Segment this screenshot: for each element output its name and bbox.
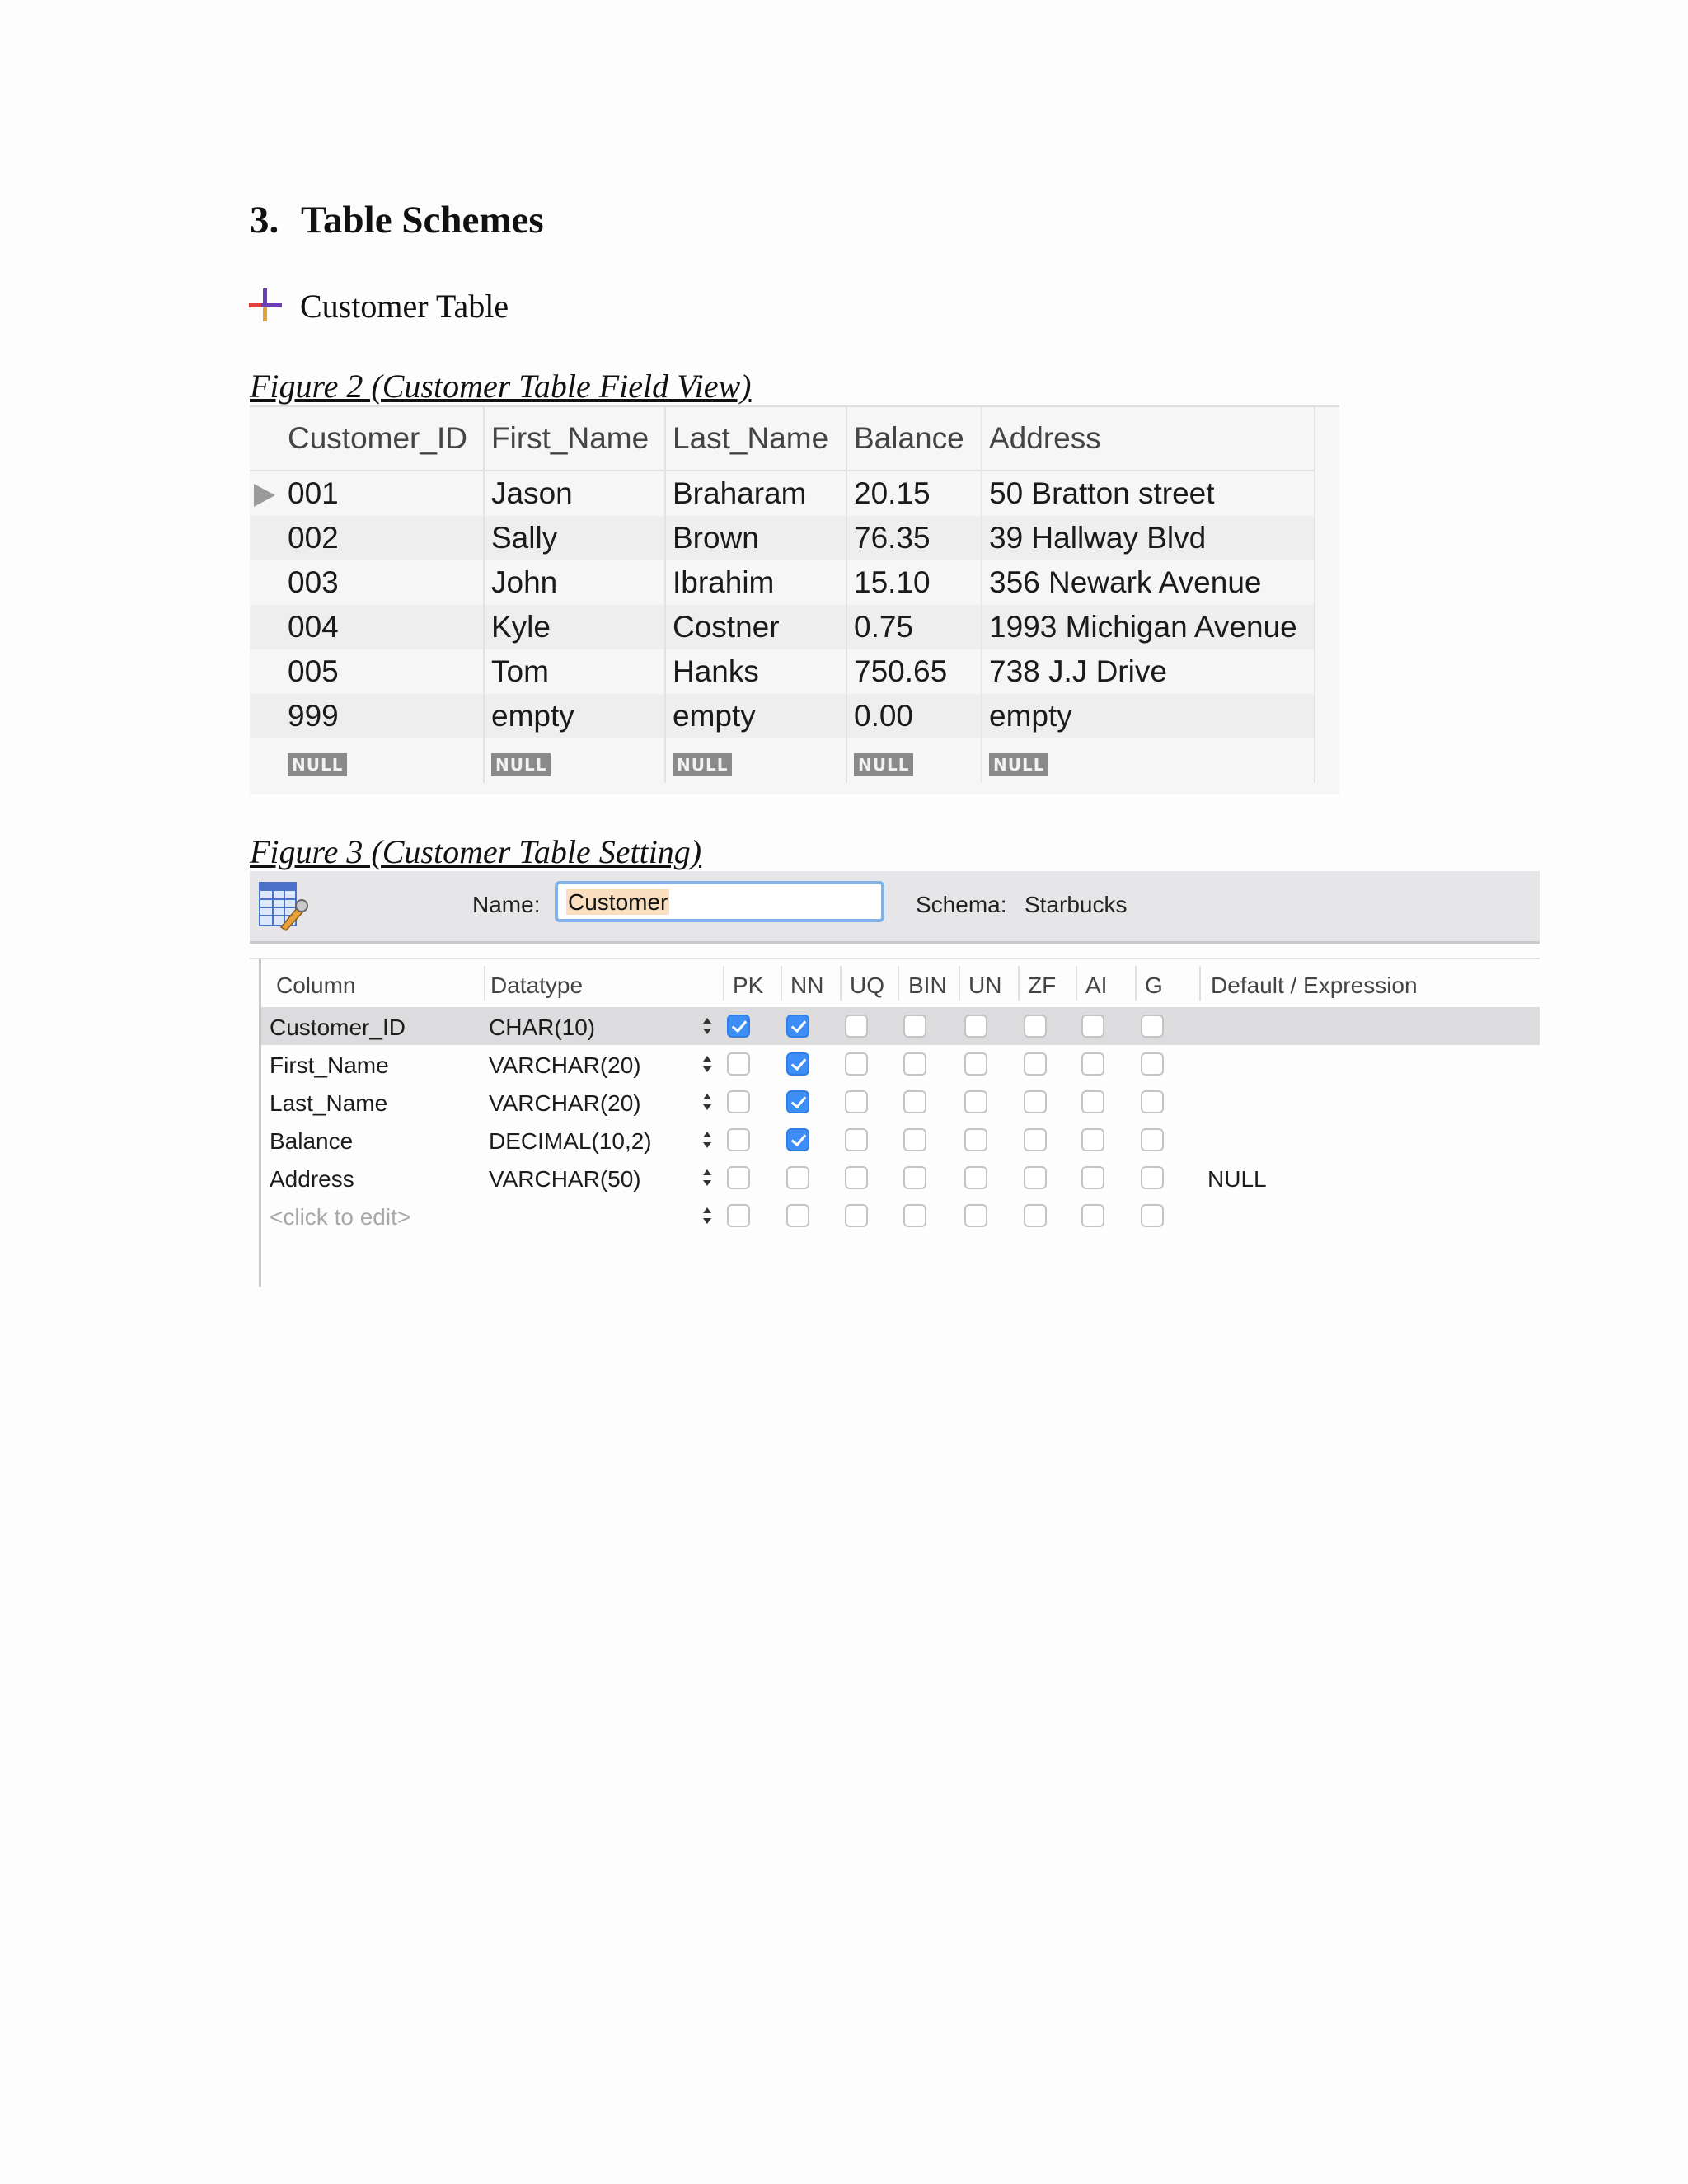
table-name-value: Customer <box>568 889 668 915</box>
grid-cell[interactable]: Sally <box>484 516 665 560</box>
bullet-item-text: Customer Table <box>300 288 509 325</box>
null-cell[interactable] <box>665 738 846 783</box>
row-marker <box>250 694 281 738</box>
grid-cell[interactable]: 999 <box>281 694 484 738</box>
column-name[interactable]: Customer_ID <box>270 1015 406 1040</box>
grid-cell[interactable]: Costner <box>665 605 846 649</box>
column-name[interactable]: <click to edit> <box>270 1204 411 1230</box>
flag-checkbox-nn[interactable] <box>786 1052 809 1076</box>
column-datatype[interactable]: VARCHAR(50) <box>489 1166 641 1192</box>
column-header[interactable]: NN <box>790 972 824 998</box>
customer-field-view-grid <box>250 405 1339 794</box>
flag-checkbox-zf[interactable] <box>1024 1090 1047 1113</box>
grid-cell[interactable]: Brown <box>665 516 846 560</box>
column-header[interactable]: AI <box>1085 972 1108 998</box>
column-datatype[interactable]: DECIMAL(10,2) <box>489 1128 652 1154</box>
flag-checkbox-g[interactable] <box>1141 1015 1164 1038</box>
flag-checkbox-pk[interactable] <box>727 1128 750 1151</box>
grid-cell[interactable]: Ibrahim <box>665 560 846 605</box>
flag-checkbox-zf[interactable] <box>1024 1052 1047 1076</box>
flag-checkbox-uq[interactable] <box>845 1128 868 1151</box>
row-marker <box>250 471 281 516</box>
flag-checkbox-g[interactable] <box>1141 1166 1164 1189</box>
null-cell[interactable] <box>982 738 1315 783</box>
datatype-stepper-icon[interactable] <box>701 1165 714 1190</box>
grid-cell[interactable]: 15.10 <box>846 560 982 605</box>
flag-checkbox-uq[interactable] <box>845 1015 868 1038</box>
flag-checkbox-nn[interactable] <box>786 1090 809 1113</box>
flag-checkbox-un[interactable] <box>964 1166 987 1189</box>
flag-checkbox-ai[interactable] <box>1081 1090 1104 1113</box>
column-datatype[interactable]: CHAR(10) <box>489 1015 596 1040</box>
grid-column-header[interactable]: Customer_ID <box>281 407 484 471</box>
table-row[interactable] <box>250 605 1315 649</box>
column-header[interactable]: UQ <box>850 972 884 998</box>
section-number: 3. <box>250 199 279 241</box>
row-marker <box>250 516 281 560</box>
datatype-stepper-icon[interactable] <box>701 1127 714 1152</box>
grid-cell[interactable]: Braharam <box>665 471 846 516</box>
section-title: Table Schemes <box>301 199 544 241</box>
grid-cell[interactable]: 004 <box>281 605 484 649</box>
grid-column-header[interactable]: First_Name <box>484 407 665 471</box>
flag-checkbox-bin[interactable] <box>903 1015 926 1038</box>
grid-cell[interactable]: 001 <box>281 471 484 516</box>
grid-cell[interactable]: 738 J.J Drive <box>982 649 1315 694</box>
column-name[interactable]: Balance <box>270 1128 354 1154</box>
table-row[interactable] <box>250 471 1315 516</box>
table-editor-header <box>250 871 1540 944</box>
column-name[interactable]: Last_Name <box>270 1090 388 1116</box>
name-label: Name: <box>472 892 541 917</box>
datatype-stepper-icon[interactable] <box>701 1203 714 1228</box>
customer-data-table <box>250 407 1315 783</box>
grid-cell[interactable]: 356 Newark Avenue <box>982 560 1315 605</box>
section-heading <box>250 198 544 242</box>
column-default[interactable]: NULL <box>1207 1166 1267 1192</box>
flag-checkbox-uq[interactable] <box>845 1166 868 1189</box>
grid-cell[interactable]: John <box>484 560 665 605</box>
flag-checkbox-nn[interactable] <box>786 1128 809 1151</box>
flag-checkbox-zf[interactable] <box>1024 1128 1047 1151</box>
grid-cell[interactable]: 50 Bratton street <box>982 471 1315 516</box>
grid-cell[interactable]: 20.15 <box>846 471 982 516</box>
flag-checkbox-ai[interactable] <box>1081 1166 1104 1189</box>
flag-checkbox-g[interactable] <box>1141 1052 1164 1076</box>
null-cell[interactable] <box>846 738 982 783</box>
grid-cell[interactable]: empty <box>484 694 665 738</box>
flag-checkbox-uq[interactable] <box>845 1052 868 1076</box>
grid-column-header[interactable]: Balance <box>846 407 982 471</box>
grid-cell[interactable]: 0.75 <box>846 605 982 649</box>
table-row[interactable] <box>250 694 1315 738</box>
column-header[interactable]: UN <box>968 972 1002 998</box>
grid-cell[interactable]: 39 Hallway Blvd <box>982 516 1315 560</box>
table-row[interactable] <box>250 649 1315 694</box>
null-badge: NULL <box>288 753 347 776</box>
row-marker <box>250 560 281 605</box>
flag-checkbox-bin[interactable] <box>903 1128 926 1151</box>
flag-checkbox-un[interactable] <box>964 1204 987 1227</box>
grid-cell[interactable]: Hanks <box>665 649 846 694</box>
figure-3-caption: Figure 3 (Customer Table Setting) <box>250 833 702 870</box>
grid-cell[interactable]: 0.00 <box>846 694 982 738</box>
flag-checkbox-g[interactable] <box>1141 1128 1164 1151</box>
flag-checkbox-bin[interactable] <box>903 1052 926 1076</box>
grid-cell[interactable]: empty <box>665 694 846 738</box>
flag-checkbox-nn[interactable] <box>786 1166 809 1189</box>
flag-checkbox-pk[interactable] <box>727 1090 750 1113</box>
grid-cell[interactable]: Kyle <box>484 605 665 649</box>
column-row[interactable] <box>261 1083 1540 1121</box>
new-row[interactable] <box>250 738 1315 783</box>
column-row[interactable] <box>261 1045 1540 1083</box>
grid-cell[interactable]: 002 <box>281 516 484 560</box>
flag-checkbox-bin[interactable] <box>903 1204 926 1227</box>
column-datatype[interactable]: VARCHAR(20) <box>489 1052 641 1078</box>
new-column-row[interactable] <box>261 1197 1540 1235</box>
flag-checkbox-pk[interactable] <box>727 1052 750 1076</box>
null-badge: NULL <box>491 753 551 776</box>
flag-checkbox-ai[interactable] <box>1081 1204 1104 1227</box>
flag-checkbox-bin[interactable] <box>903 1090 926 1113</box>
column-datatype[interactable]: VARCHAR(20) <box>489 1090 641 1116</box>
column-name[interactable]: First_Name <box>270 1052 389 1078</box>
flag-checkbox-ai[interactable] <box>1081 1015 1104 1038</box>
grid-cell[interactable]: 005 <box>281 649 484 694</box>
flag-checkbox-nn[interactable] <box>786 1015 809 1038</box>
flag-checkbox-zf[interactable] <box>1024 1166 1047 1189</box>
null-badge: NULL <box>989 753 1048 776</box>
flag-checkbox-nn[interactable] <box>786 1204 809 1227</box>
flag-checkbox-uq[interactable] <box>845 1204 868 1227</box>
flag-checkbox-pk[interactable] <box>727 1204 750 1227</box>
flag-checkbox-un[interactable] <box>964 1090 987 1113</box>
column-row[interactable] <box>261 1121 1540 1159</box>
null-badge: NULL <box>854 753 913 776</box>
schema-label: Schema: <box>916 892 1007 917</box>
column-header[interactable]: BIN <box>908 972 947 998</box>
flag-checkbox-un[interactable] <box>964 1015 987 1038</box>
column-grid-header <box>261 959 1540 1009</box>
row-marker <box>250 605 281 649</box>
datatype-stepper-icon[interactable] <box>701 1052 714 1076</box>
flag-checkbox-un[interactable] <box>964 1128 987 1151</box>
flag-checkbox-zf[interactable] <box>1024 1204 1047 1227</box>
row-marker <box>250 649 281 694</box>
column-row[interactable] <box>261 1159 1540 1197</box>
flag-checkbox-uq[interactable] <box>845 1090 868 1113</box>
flag-checkbox-ai[interactable] <box>1081 1052 1104 1076</box>
grid-cell[interactable]: 76.35 <box>846 516 982 560</box>
column-header[interactable]: Default / Expression <box>1211 972 1418 998</box>
column-row[interactable] <box>261 1007 1540 1045</box>
row-marker <box>250 738 281 783</box>
flag-checkbox-un[interactable] <box>964 1052 987 1076</box>
grid-cell[interactable]: 750.65 <box>846 649 982 694</box>
datatype-stepper-icon[interactable] <box>701 1014 714 1038</box>
flag-checkbox-zf[interactable] <box>1024 1015 1047 1038</box>
row-marker-header <box>250 407 281 471</box>
table-name-input[interactable] <box>555 881 884 922</box>
flag-checkbox-g[interactable] <box>1141 1090 1164 1113</box>
column-definition-grid <box>250 958 1540 1287</box>
null-badge: NULL <box>673 753 732 776</box>
grid-column-header[interactable]: Address <box>982 407 1315 471</box>
column-name[interactable]: Address <box>270 1166 354 1192</box>
column-header[interactable]: G <box>1145 972 1163 998</box>
table-edit-icon <box>256 879 309 932</box>
null-cell[interactable] <box>281 738 484 783</box>
flag-checkbox-ai[interactable] <box>1081 1128 1104 1151</box>
table-row[interactable] <box>250 516 1315 560</box>
schema-value: Starbucks <box>1025 892 1128 917</box>
table-row[interactable] <box>250 560 1315 605</box>
datatype-stepper-icon[interactable] <box>701 1090 714 1114</box>
column-header[interactable]: Column <box>276 972 356 998</box>
null-cell[interactable] <box>484 738 665 783</box>
column-header[interactable]: Datatype <box>490 972 584 998</box>
flag-checkbox-pk[interactable] <box>727 1166 750 1189</box>
grid-cell[interactable]: Tom <box>484 649 665 694</box>
figure-2-caption: Figure 2 (Customer Table Field View) <box>250 368 752 405</box>
column-header[interactable]: PK <box>733 972 764 998</box>
column-header[interactable]: ZF <box>1028 972 1057 998</box>
grid-cell[interactable]: 1993 Michigan Avenue <box>982 605 1315 649</box>
flag-checkbox-bin[interactable] <box>903 1166 926 1189</box>
bullet-icon <box>249 288 282 321</box>
grid-cell[interactable]: Jason <box>484 471 665 516</box>
flag-checkbox-g[interactable] <box>1141 1204 1164 1227</box>
grid-column-header[interactable]: Last_Name <box>665 407 846 471</box>
grid-cell[interactable]: 003 <box>281 560 484 605</box>
grid-cell[interactable]: empty <box>982 694 1315 738</box>
current-row-arrow-icon <box>254 484 275 507</box>
flag-checkbox-pk[interactable] <box>727 1015 750 1038</box>
